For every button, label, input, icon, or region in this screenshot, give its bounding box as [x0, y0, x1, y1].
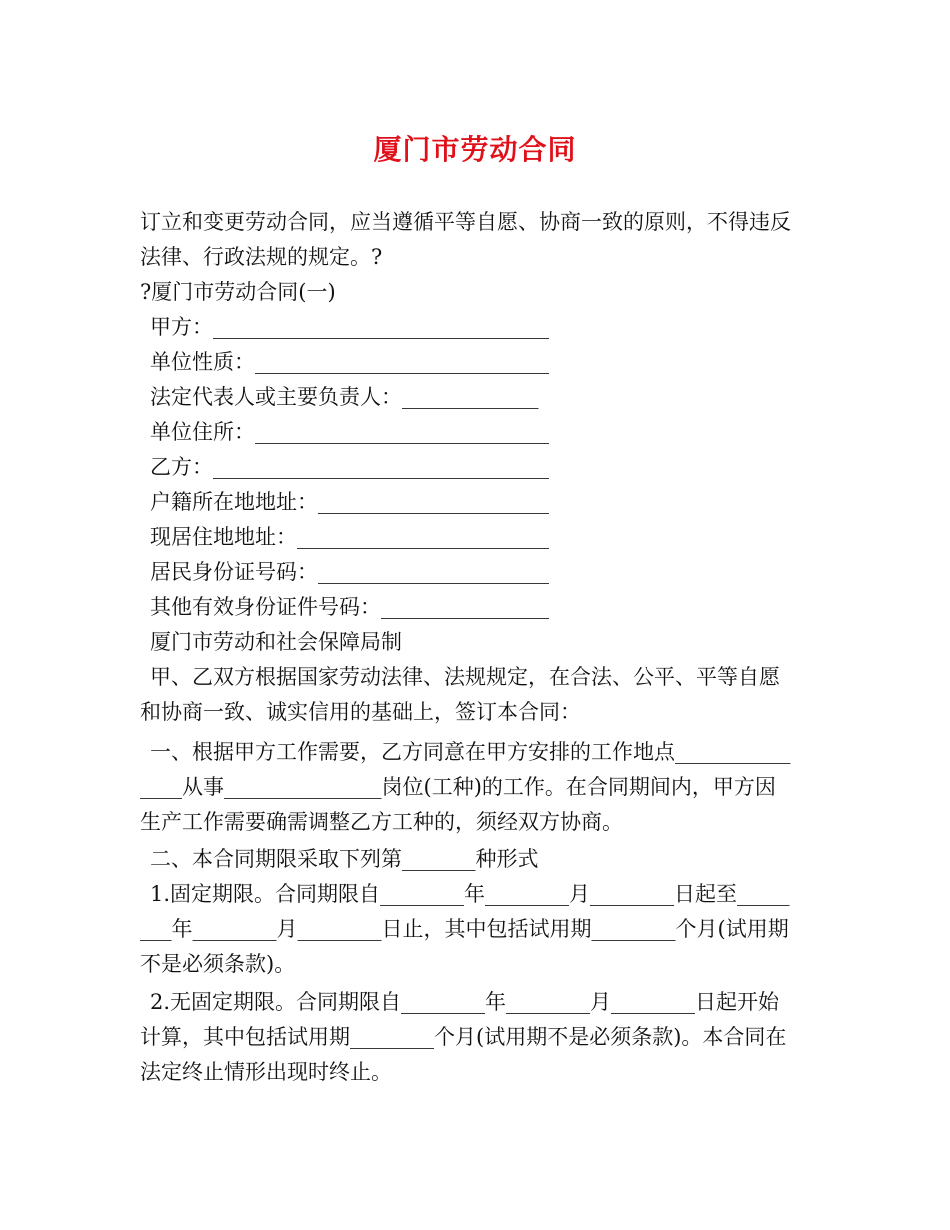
id-number-field: 居民身份证号码：______________________: [150, 560, 549, 584]
intro-line-2: 法律、行政法规的规定。?: [140, 245, 383, 269]
body-line-1: 甲、乙双方根据国家劳动法律、法规规定，在合法、公平、平等自愿: [150, 665, 780, 689]
clause-1-line-1: 一、根据甲方工作需要，乙方同意在甲方安排的工作地点___________: [150, 740, 791, 764]
open-term-line-2: 计算，其中包括试用期________个月(试用期不是必须条款)。本合同在: [140, 1025, 787, 1049]
fixed-term-line-2: ___年________月________日止，其中包括试用期________个月(试用期: [140, 917, 789, 941]
open-term-line-3: 法定终止情形出现时终止。: [140, 1060, 392, 1084]
intro-line-1: 订立和变更劳动合同，应当遵循平等自愿、协商一致的原则，不得违反: [140, 210, 791, 234]
contract-subtitle: ?厦门市劳动合同(一): [140, 280, 336, 304]
fixed-term-line-3: 不是必须条款)。: [140, 952, 296, 976]
unit-address-field: 单位住所：____________________________: [150, 420, 549, 444]
party-a-field: 甲方：________________________________: [150, 315, 549, 339]
clause-1-line-3: 生产工作需要确需调整乙方工种的，须经双方协商。: [140, 810, 623, 834]
clause-2-line: 二、本合同期限采取下列第_______种形式: [150, 847, 539, 871]
unit-nature-field: 单位性质：____________________________: [150, 350, 549, 374]
current-address-field: 现居住地地址：________________________: [150, 525, 549, 549]
body-line-2: 和协商一致、诚实信用的基础上，签订本合同：: [140, 700, 581, 724]
issuer-line: 厦门市劳动和社会保障局制: [150, 630, 402, 654]
clause-1-line-2: ____从事_______________岗位(工种)的工作。在合同期间内，甲方因: [140, 775, 776, 799]
household-address-field: 户籍所在地地址：______________________: [150, 490, 549, 514]
other-id-field: 其他有效身份证件号码：________________: [150, 595, 549, 619]
page-title: 厦门市劳动合同: [373, 133, 577, 166]
legal-representative-field: 法定代表人或主要负责人：_____________: [150, 385, 539, 409]
party-b-field: 乙方：________________________________: [150, 455, 549, 479]
open-term-line-1: 2.无固定期限。合同期限自________年________月________日起开始: [150, 990, 780, 1014]
fixed-term-line-1: 1.固定期限。合同期限自________年________月________日起至_____: [150, 882, 790, 906]
